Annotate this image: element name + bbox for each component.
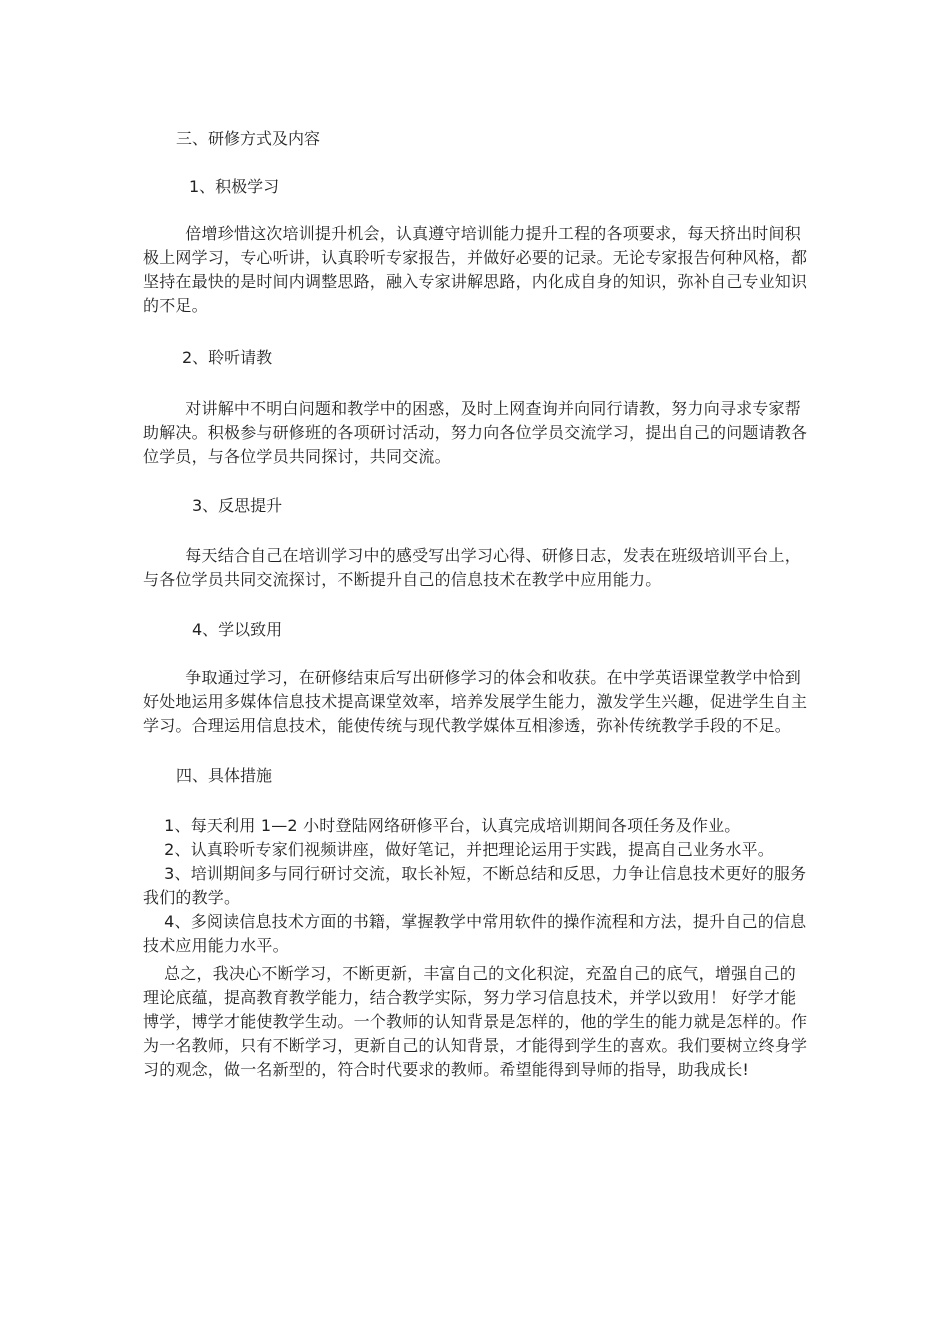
paragraph-listen-and-consult: 对讲解中不明白问题和教学中的困惑，及时上网查询并向同行请教，努力向寻求专家帮助解决。积极参与研修班的各项研讨活动，努力向各位学员交流学习，提出自己的问题请教各位学员，与各位学员共同探讨，共同交流。: [143, 399, 808, 466]
paragraph-apply-learning: 争取通过学习，在研修结束后写出研修学习的体会和收获。在中学英语课堂教学中恰到好处地运用多媒体信息技术提高课堂效率，培养发展学生能力，激发学生兴趣，促进学生自主学习。合理运用信息技术，能使传统与现代教学媒体互相渗透，弥补传统教学手段的不足。: [143, 668, 808, 735]
paragraph-reflect-and-improve: 每天结合自己在培训学习中的感受写出学习心得、研修日志，发表在班级培训平台上，与各位学员共同交流探讨，不断提升自己的信息技术在教学中应用能力。: [143, 546, 801, 589]
measure-item: 1、每天利用 1—2 小时登陆网络研修平台，认真完成培训期间各项任务及作业。: [143, 816, 741, 835]
subheading-apply-learning: 4、学以致用: [192, 620, 283, 639]
measure-item: 3、培训期间多与同行研讨交流，取长补短，不断总结和反思，力争让信息技术更好的服务我们的教学。: [143, 864, 807, 907]
subheading-active-learning: 1、积极学习: [189, 177, 280, 196]
section-title-specific-measures: 四、具体措施: [176, 766, 273, 785]
measure-item: 2、认真聆听专家们视频讲座，做好笔记，并把理论运用于实践，提高自己业务水平。: [143, 840, 774, 859]
measure-item: 4、多阅读信息技术方面的书籍，掌握教学中常用软件的操作流程和方法，提升自己的信息技术应用能力水平。: [143, 912, 807, 955]
subheading-reflect-and-improve: 3、反思提升: [192, 496, 283, 515]
conclusion-paragraph: 总之，我决心不断学习，不断更新，丰富自己的文化积淀，充盈自己的底气，增强自己的理论底蕴，提高教育教学能力，结合教学实际，努力学习信息技术，并学以致用！ 好学才能博学，博学才能使教学生动。一个教师的认知背景是怎样的，他的学生的能力就是怎样的。作为一名教师，只有不断学习，更新自己的认知背景，才能得到学生的喜欢。我们要树立终身学习的观念，做一名新型的，符合时代要求的教师。希望能得到导师的指导，助我成长!: [143, 964, 808, 1079]
subheading-listen-and-consult: 2、聆听请教: [182, 348, 273, 367]
paragraph-active-learning: 倍增珍惜这次培训提升机会，认真遵守培训能力提升工程的各项要求，每天挤出时间积极上网学习，专心听讲，认真聆听专家报告，并做好必要的记录。无论专家报告何种风格，都坚持在最快的是时间内调整思路，融入专家讲解思路，内化成自身的知识，弥补自己专业知识的不足。: [143, 224, 808, 315]
section-title-research-methods: 三、研修方式及内容: [176, 129, 321, 148]
